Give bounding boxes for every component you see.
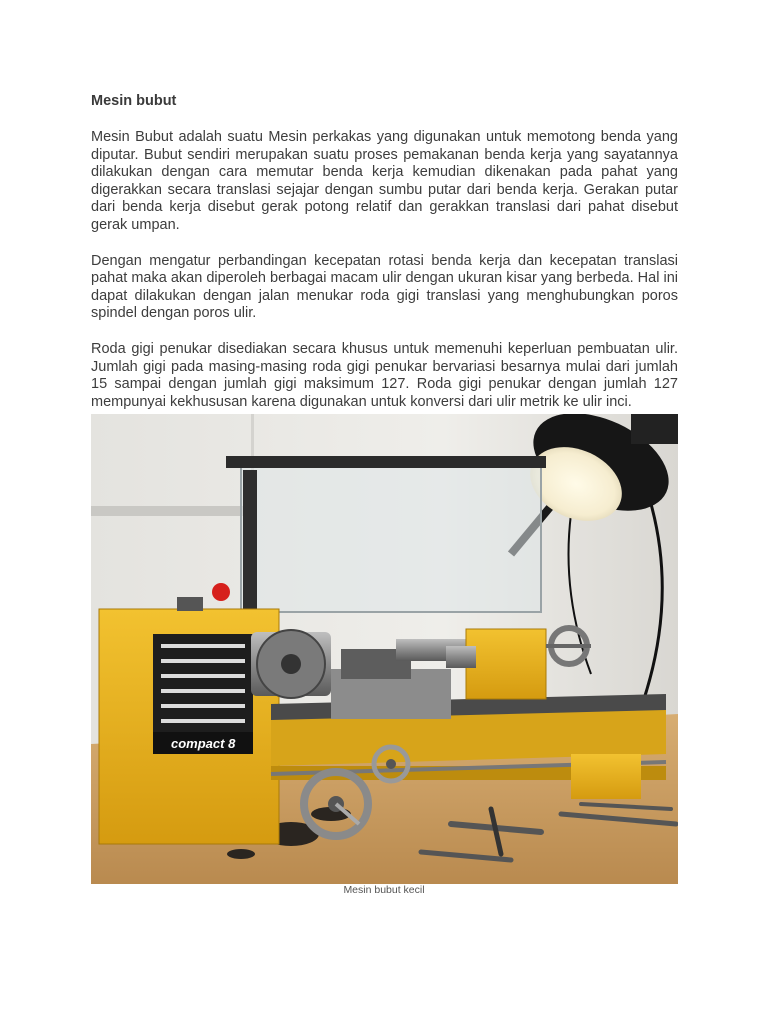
bed-foot bbox=[571, 754, 641, 799]
document-title: Mesin bubut bbox=[91, 93, 177, 109]
paragraph-3: Roda gigi penukar disediakan secara khusus untuk memenuhi keperluan pembuatan ulir. Jumlah gigi pada masing-masing roda gigi penukar bervariasi besarnya mulai dari jumlah 15 sampai dengan jumlah gigi maksimum 127. Roda gigi penukar dengan jumlah 127 mempunyai kekhususan karena digunakan untuk konversi dari ulir metrik ke ulir inci. bbox=[91, 340, 678, 410]
stop-button-icon bbox=[212, 583, 230, 601]
chuck bbox=[251, 630, 331, 698]
lathe-photo bbox=[91, 414, 678, 884]
wall-pipe bbox=[91, 506, 251, 516]
paragraph-2: Dengan mengatur perbandingan kecepatan rotasi benda kerja dan kecepatan translasi pahat maka akan diperoleh berbagai macam ulir dengan ukuran kisar yang berbeda. Hal ini dapat dilakukan dengan jalan menukar roda gigi translasi yang menghubungkan poros spindel dengan poros ulir. bbox=[91, 252, 678, 322]
carriage bbox=[331, 639, 466, 719]
lathe-illustration bbox=[91, 414, 678, 884]
paragraph-1: Mesin Bubut adalah suatu Mesin perkakas yang digunakan untuk memotong benda yang diputar. Bubut sendiri merupakan suatu proses pemakanan benda kerja yang sayatannya dilakukan dengan cara memutar benda kerja kemudian dikenakan pada pahat yang digerakkan secara translasi sejajar dengan sumbu putar dari benda kerja. Gerakan putar dari benda kerja disebut gerak potong relatif dan gerakkan translasi dari pahat disebut gerak umpan. bbox=[91, 129, 678, 233]
machine-label: compact 8 bbox=[171, 736, 236, 751]
figure-caption: Mesin bubut kecil bbox=[343, 884, 425, 896]
document-body bbox=[91, 92, 678, 411]
chuck-guard bbox=[226, 456, 546, 612]
